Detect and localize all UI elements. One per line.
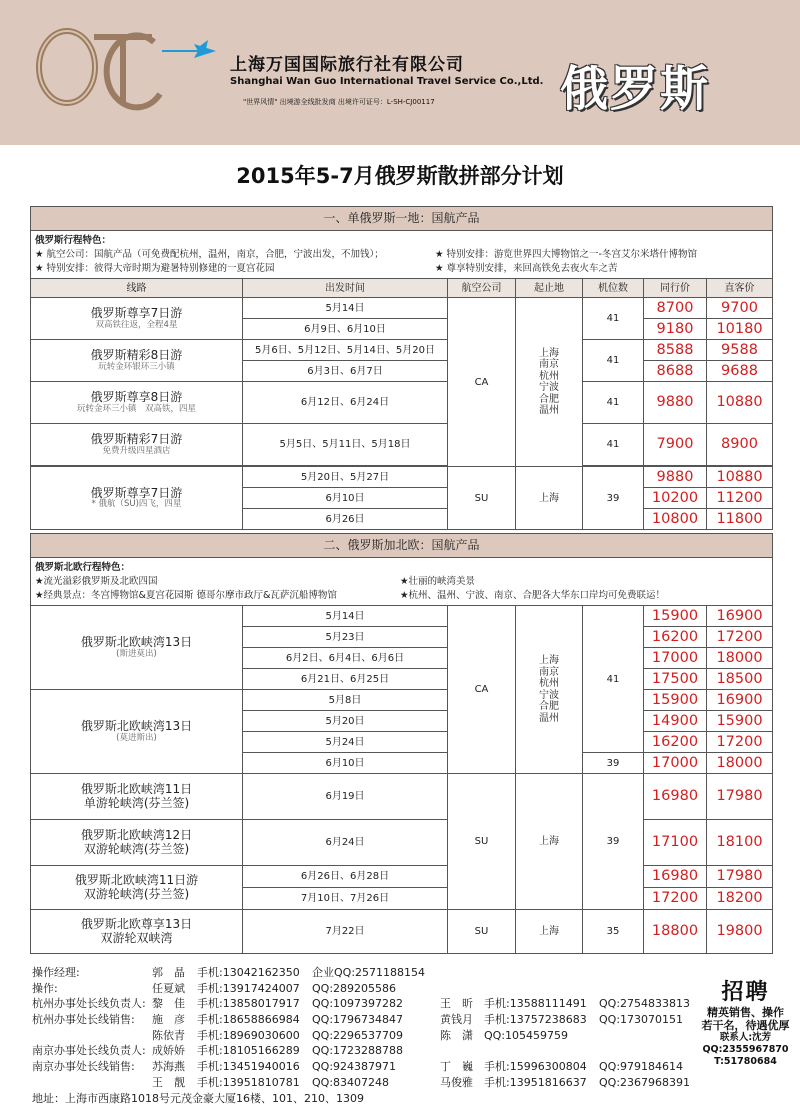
feature-item: ★ 航空公司：国航产品（可免费配杭州，温州，南京，合肥，宁波出发，不加钱）； [35,248,435,262]
origin-cell: 上海 [516,910,583,954]
date-cell: 5月14日 [243,298,448,319]
route-name: 俄罗斯精彩7日游 [33,433,240,447]
origin-city: 上海 [518,655,580,667]
direct-price: 16900 [707,606,773,627]
contact-phone: 手机:13588111491 [484,996,587,1012]
feature-item: ★流光溢彩俄罗斯及北欧四国 [35,575,400,589]
origin-city: 杭州 [518,371,580,383]
origin-city: 南京 [518,359,580,371]
contact-name: 王 昕 [440,996,473,1012]
contact-qq: QQ:924387971 [312,1059,396,1075]
contact-phone: 手机:13951810781 [197,1075,300,1091]
route-cell [31,382,243,424]
origin-cell [516,606,583,774]
trade-price: 7900 [644,424,707,466]
origin-city: 温州 [518,713,580,725]
date-cell: 5月6日、5月12日、5月14日、5月20日 [243,340,448,361]
direct-price: 18500 [707,669,773,690]
contact-row [32,1028,772,1044]
feature-item: ★ 特别安排：游览世界四大博物馆之一-冬宫艾尔米塔什博物馆 [435,248,697,262]
contact-row [32,965,772,981]
recruit-contact: 联系人:沈芳 [693,1032,798,1044]
contact-qq: QQ:83407248 [312,1075,389,1091]
origin-city: 宁波 [518,382,580,394]
route-sub: 玩转金环三小镇 双高铁，四星 [33,405,240,415]
seats-cell: 39 [583,774,644,910]
contact-phone: 手机:18658866984 [197,1012,300,1028]
contact-role: 南京办事处长线销售: [32,1059,135,1075]
route-name: 俄罗斯北欧峡湾13日 [33,636,240,650]
contact-qq: QQ:289205586 [312,981,396,997]
contact-name: 马俊雅 [440,1075,473,1091]
trade-price: 8688 [644,361,707,382]
airline-cell: CA [448,606,516,774]
seats-cell: 41 [583,424,644,466]
trade-price: 16980 [644,774,707,820]
direct-price: 9588 [707,340,773,361]
date-cell: 6月12日、6月24日 [243,382,448,424]
route-name: 俄罗斯北欧峡湾11日 [33,783,240,797]
route-name: 俄罗斯北欧峡湾11日游 [33,874,240,888]
date-cell: 7月10日、7月26日 [243,888,448,910]
trade-price: 10800 [644,509,707,530]
license-text: "世界风情" 出境游全线批发商 出境许可证号：L-SH-CJ00117 [243,97,435,107]
date-cell: 6月3日、6月7日 [243,361,448,382]
col-route: 线路 [31,279,243,298]
date-cell: 5月20日 [243,711,448,732]
recruit-desc: 若干名，待遇优厚 [693,1019,798,1032]
address-row [32,1091,772,1106]
trade-price: 17200 [644,888,707,910]
contact-name: 王 靓 [152,1075,185,1091]
seats-cell: 39 [583,753,644,774]
trade-price: 14900 [644,711,707,732]
origin-city: 合肥 [518,701,580,713]
col-date: 出发时间 [243,279,448,298]
contact-phone: 手机:13951816637 [484,1075,587,1091]
route-cell [31,910,243,954]
seats-cell: 41 [583,382,644,424]
direct-price: 19800 [707,910,773,954]
airline-cell: SU [448,910,516,954]
direct-price: 17200 [707,732,773,753]
contact-name: 陈依青 [152,1028,185,1044]
contact-qq: QQ:979184614 [599,1059,683,1075]
feature-item: ★ 尊享特别安排，来回高铁免去夜火车之苦 [435,262,618,276]
airline-cell: SU [448,774,516,910]
direct-price: 18100 [707,820,773,866]
seats-cell: 41 [583,340,644,382]
contact-row [32,1059,772,1075]
feature-item: ★壮丽的峡湾美景 [400,575,475,589]
recruit-block [693,975,798,1068]
route-name: 双游轮峡湾(芬兰签) [33,843,240,857]
route-name: 俄罗斯北欧峡湾12日 [33,829,240,843]
trade-price: 8700 [644,298,707,319]
address: 地址：上海市西康路1018号元茂金豪大厦16楼、101、210、1309 [32,1091,364,1106]
origin-city: 宁波 [518,690,580,702]
direct-price: 17200 [707,627,773,648]
route-name: 单游轮峡湾(芬兰签) [33,797,240,811]
contact-name: 施 彦 [152,1012,185,1028]
route-sub: (斯进莫出) [33,650,240,660]
route-sub: (莫进斯出) [33,734,240,744]
contact-qq: QQ:1723288788 [312,1043,403,1059]
origin-cell: 上海 [516,467,583,530]
seats-cell: 35 [583,910,644,954]
date-cell: 6月19日 [243,774,448,820]
section2-title: 二、俄罗斯加北欧：国航产品 [31,534,773,558]
contact-row [32,1075,772,1091]
route-cell [31,774,243,820]
contact-name: 黎 佳 [152,996,185,1012]
contact-qq: QQ:1796734847 [312,1012,403,1028]
date-cell: 6月10日 [243,488,448,509]
direct-price: 9688 [707,361,773,382]
origin-city: 合肥 [518,394,580,406]
contact-row [32,1043,772,1059]
route-name: 双游轮双峡湾 [33,932,240,946]
origin-cell [516,298,583,467]
origin-city: 南京 [518,667,580,679]
recruit-desc: 精英销售、操作 [693,1006,798,1019]
contact-role: 操作: [32,981,58,997]
direct-price: 11200 [707,488,773,509]
date-cell: 5月8日 [243,690,448,711]
airline-cell: SU [448,467,516,530]
contact-phone: 手机:13451940016 [197,1059,300,1075]
trade-price: 18800 [644,910,707,954]
trade-price: 9880 [644,382,707,424]
trade-price: 9880 [644,467,707,488]
feature-item: ★经典景点：冬宫博物馆&夏宫花园斯 德哥尔摩市政厅&瓦萨沉船博物馆 [35,589,400,603]
trade-price: 17500 [644,669,707,690]
recruit-title: 招聘 [693,975,798,1006]
col-seats: 机位数 [583,279,644,298]
date-cell: 5月24日 [243,732,448,753]
contact-qq: QQ:173070151 [599,1012,683,1028]
section1-table [30,206,773,530]
col-origin: 起止地 [516,279,583,298]
seats-cell: 41 [583,298,644,340]
contact-name: 任夏斌 [152,981,185,997]
section1-title: 一、单俄罗斯一地：国航产品 [31,207,773,231]
col-trade-price: 同行价 [644,279,707,298]
date-cell: 6月2日、6月4日、6月6日 [243,648,448,669]
contact-phone: 手机:13757238683 [484,1012,587,1028]
direct-price: 18000 [707,753,773,774]
date-cell: 6月21日、6月25日 [243,669,448,690]
contact-role: 杭州办事处长线销售: [32,1012,135,1028]
direct-price: 18200 [707,888,773,910]
contact-name: 苏海燕 [152,1059,185,1075]
route-name: 俄罗斯尊享8日游 [33,391,240,405]
date-cell: 6月26日、6月28日 [243,866,448,888]
trade-price: 15900 [644,690,707,711]
trade-price: 8588 [644,340,707,361]
route-name: 俄罗斯尊享7日游 [33,307,240,321]
airline-cell: CA [448,298,516,467]
route-cell [31,340,243,382]
page-header [0,0,800,145]
date-cell: 6月10日 [243,753,448,774]
contact-row [32,996,772,1012]
contact-qq: QQ:2367968391 [599,1075,690,1091]
contact-phone: 手机:13858017917 [197,996,300,1012]
otc-logo-icon [22,22,222,112]
section2-features [31,558,773,606]
date-cell: 7月22日 [243,910,448,954]
contact-qq: QQ:105459759 [484,1028,568,1044]
route-cell [31,820,243,866]
trade-price: 10200 [644,488,707,509]
col-direct-price: 直客价 [707,279,773,298]
origin-city: 杭州 [518,678,580,690]
seats-cell: 41 [583,606,644,753]
contact-row [32,981,772,997]
contact-name: 成娇娇 [152,1043,185,1059]
origin-city: 温州 [518,405,580,417]
contact-name: 黄钱月 [440,1012,473,1028]
recruit-qq: QQ:2355967870 [693,1044,798,1056]
recruit-tel: T:51780684 [693,1056,798,1068]
trade-price: 16980 [644,866,707,888]
section2-table [30,533,773,954]
direct-price: 17980 [707,774,773,820]
route-name: 俄罗斯精彩8日游 [33,349,240,363]
contact-phone: 手机:18969030600 [197,1028,300,1044]
trade-price: 17000 [644,753,707,774]
direct-price: 10880 [707,467,773,488]
company-name-en: Shanghai Wan Guo International Travel Service Co.,Ltd. [230,76,543,87]
feature-item: ★杭州、温州、宁波、南京、合肥各大华东口岸均可免费联运！ [400,589,665,603]
trade-price: 16200 [644,627,707,648]
direct-price: 17980 [707,866,773,888]
contact-role: 杭州办事处长线负责人: [32,996,146,1012]
contact-name: 丁 巍 [440,1059,473,1075]
contact-name: 郭 晶 [152,965,185,981]
direct-price: 10180 [707,319,773,340]
route-name: 俄罗斯北欧尊享13日 [33,918,240,932]
trade-price: 15900 [644,606,707,627]
route-name: 俄罗斯北欧峡湾13日 [33,720,240,734]
route-cell [31,467,243,530]
direct-price: 18000 [707,648,773,669]
route-name: 俄罗斯尊享7日游 [33,487,240,501]
trade-price: 9180 [644,319,707,340]
origin-cell: 上海 [516,774,583,910]
route-name: 双游轮峡湾(芬兰签) [33,888,240,902]
date-cell: 5月20日、5月27日 [243,467,448,488]
date-cell: 5月5日、5月11日、5月18日 [243,424,448,466]
contact-qq: QQ:2296537709 [312,1028,403,1044]
contacts-block [32,965,772,1106]
route-sub: 玩转金环银环三小镇 [33,363,240,373]
route-sub: * 俄航（SU)四飞，四星 [33,500,240,510]
date-cell: 5月14日 [243,606,448,627]
contact-name: 陈 潇 [440,1028,473,1044]
date-cell: 6月24日 [243,820,448,866]
contact-phone: 手机:15996300804 [484,1059,587,1075]
route-cell [31,298,243,340]
route-cell [31,690,243,774]
contact-qq: QQ:2754833813 [599,996,690,1012]
direct-price: 11800 [707,509,773,530]
feature-title: 俄罗斯北欧行程特色： [35,562,130,573]
direct-price: 9700 [707,298,773,319]
trade-price: 17100 [644,820,707,866]
contact-phone: 手机:18105166289 [197,1043,300,1059]
section1-features [31,231,773,279]
date-cell: 5月23日 [243,627,448,648]
trade-price: 16200 [644,732,707,753]
company-name-cn: 上海万国国际旅行社有限公司 [230,50,464,75]
contact-phone: 手机:13917424007 [197,981,300,997]
contact-role: 操作经理: [32,965,80,981]
plan-title: 2015年5-7月俄罗斯散拼部分计划 [0,160,800,190]
feature-title: 俄罗斯行程特色： [35,235,111,246]
feature-item: ★ 特别安排：彼得大帝时期为避暑特别修建的一夏宫花园 [35,262,435,276]
date-cell: 6月26日 [243,509,448,530]
direct-price: 16900 [707,690,773,711]
direct-price: 10880 [707,382,773,424]
seats-cell: 39 [583,467,644,530]
route-cell [31,866,243,910]
route-sub: 免费升级四星酒店 [33,447,240,457]
trade-price: 17000 [644,648,707,669]
route-cell [31,424,243,466]
contact-phone: 手机:13042162350 [197,965,300,981]
route-sub: 双高铁往返，全程4星 [33,321,240,331]
direct-price: 8900 [707,424,773,466]
route-cell [31,606,243,690]
contact-qq: QQ:1097397282 [312,996,403,1012]
col-airline: 航空公司 [448,279,516,298]
contact-qq: 企业QQ:2571188154 [312,965,425,981]
contact-row [32,1012,772,1028]
origin-city: 上海 [518,348,580,360]
direct-price: 15900 [707,711,773,732]
destination-title: 俄罗斯 [560,50,710,119]
date-cell: 6月9日、6月10日 [243,319,448,340]
contact-role: 南京办事处长线负责人: [32,1043,146,1059]
